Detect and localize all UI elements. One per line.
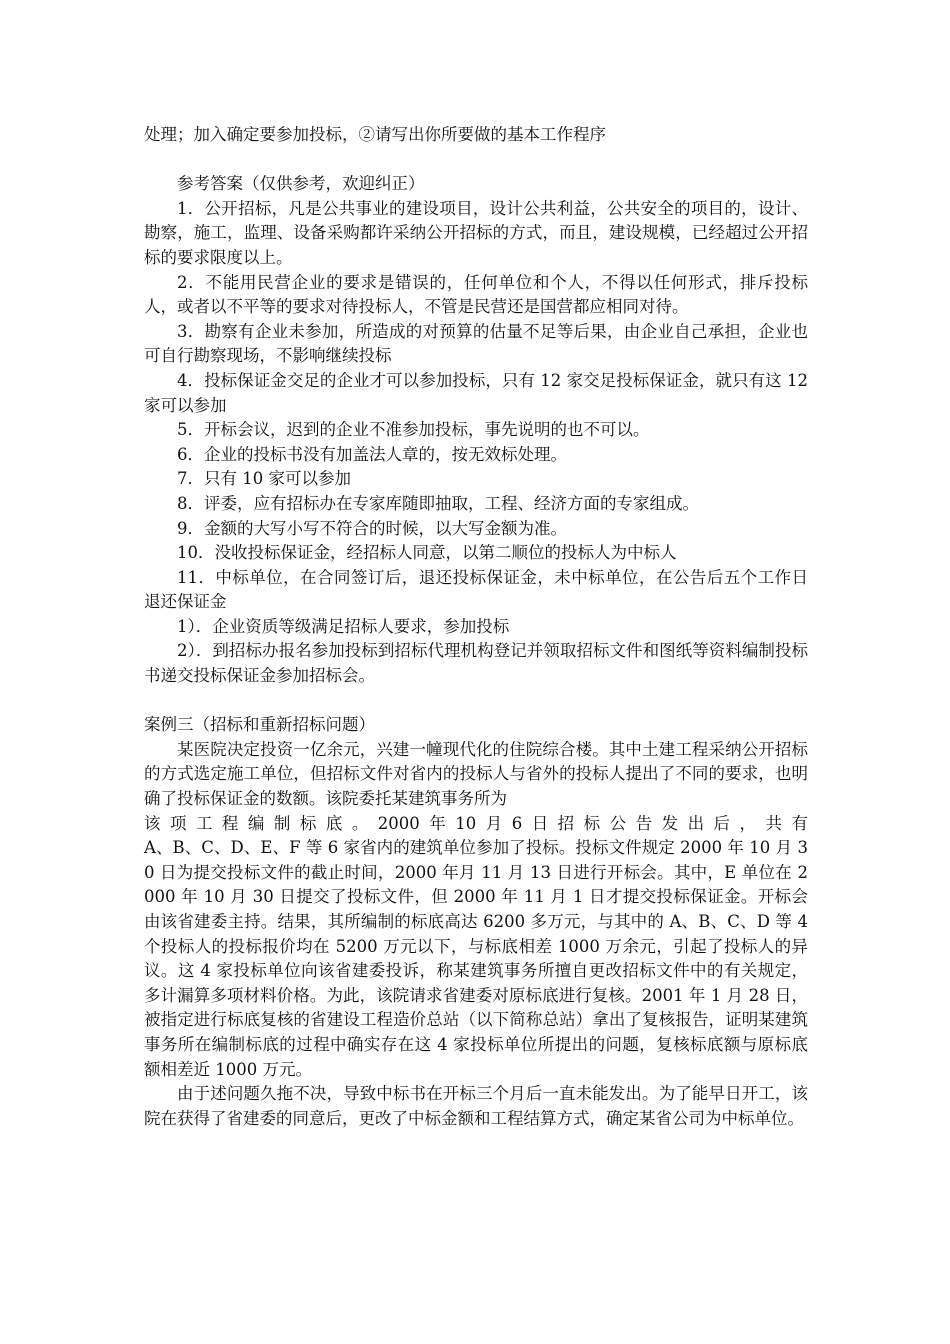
case-paragraph: A、B、C、D、E、F 等 6 家省内的建筑单位参加了投标。投标文件规定 2000 年 10 月 30 日为提交投标文件的截止时间，2000 年月 11 月 13 日进行开标会。其中，E 单位在 2000 年 10 月 30 日提交了投标文件，但 2000 年 11 月 1 日才提交投标保证金。开标会由该省建委主持。结果，其所编制的标底高达 6200 多万元，与其中的 A、B、C、D 等 4 个投标人的投标报价均在 5200 万元以下，与标底相差 1000 万余元，引起了投标人的异议。这 4 家投标单位向该省建委投诉，称某建筑事务所擅自更改招标文件中的有关规定，多计漏算多项材料价格。为此，该院请求省建委对原标底进行复核。2001 年 1 月 28 日，被指定进行标底复核的省建设工程造价总站（以下简称总站）拿出了复核报告，证明某建筑事务所在编制标底的过程中确实存在这 4 家投标单位所提出的问题，复核标底额与原标底额相差近 1000 万元。 (144, 838, 808, 1079)
answer-item: 6．企业的投标书没有加盖法人章的，按无效标处理。 (177, 444, 567, 464)
answer-item: 5．开标会议，迟到的企业不准参加投标，事先说明的也不可以。 (177, 420, 650, 440)
answer-item: 2．不能用民营企业的要求是错误的，任何单位和个人，不得以任何形式，排斥投标人，或者以不平等的要求对待投标人，不管是民营还是国营都应相同对待。 (144, 272, 808, 317)
answer-item: 7．只有 10 家可以参加 (177, 469, 351, 489)
answer-item: 9．金额的大写小写不符合的时候，以大写金额为准。 (177, 518, 567, 538)
answer-item: 10．没收投标保证金，经招标人同意，以第二顺位的投标人为中标人 (177, 543, 677, 563)
answer-item: 3．勘察有企业未参加，所造成的对预算的估量不足等后果，由企业自己承担，企业也可自行勘察现场，不影响继续投标 (144, 321, 808, 366)
answer-heading: 参考答案（仅供参考，欢迎纠正） (177, 174, 425, 194)
procedure-item: 1）．企业资质等级满足招标人要求，参加投标 (177, 616, 510, 636)
case-paragraph: 某医院决定投资一亿余元，兴建一幢现代化的住院综合楼。其中土建工程采纳公开招标的方式选定施工单位，但招标文件对省内的投标人与省外的投标人提出了不同的要求，也明确了投标保证金的数额。该院委托某建筑事务所为 (144, 739, 808, 809)
answer-item: 11．中标单位，在合同签订后，退还投标保证金，未中标单位，在公告后五个工作日退还保证金 (144, 567, 808, 612)
intro-line: 处理；加入确定要参加投标，②请写出你所要做的基本工作程序 (144, 125, 606, 144)
answer-item: 4．投标保证金交足的企业才可以参加投标，只有 12 家交足投标保证金，就只有这 12 家可以参加 (144, 370, 808, 415)
document-body (144, 123, 808, 1131)
answer-item: 1．公开招标，凡是公共事业的建设项目，设计公共利益，公共安全的项目的，设计、勘察，施工，监理、设备采购都许采纳公开招标的方式，而且，建设规模，已经超过公开招标的要求限度以上。 (144, 198, 808, 267)
case-paragraph-line: 该项工程编制标底。2000年10月6日招标公告发出后，共有 (144, 813, 808, 833)
procedure-item: 2）．到招标办报名参加投标到招标代理机构登记并领取招标文件和图纸等资料编制投标书递交投标保证金参加招标会。 (144, 641, 808, 686)
case-paragraph: 由于述问题久拖不决，导致中标书在开标三个月后一直未能发出。为了能早日开工，该院在获得了省建委的同意后，更改了中标金额和工程结算方式，确定某省公司为中标单位。 (144, 1084, 808, 1128)
case-title: 案例三（招标和重新招标问题） (144, 715, 375, 735)
answer-item: 8．评委，应有招标办在专家库随即抽取，工程、经济方面的专家组成。 (177, 493, 699, 513)
